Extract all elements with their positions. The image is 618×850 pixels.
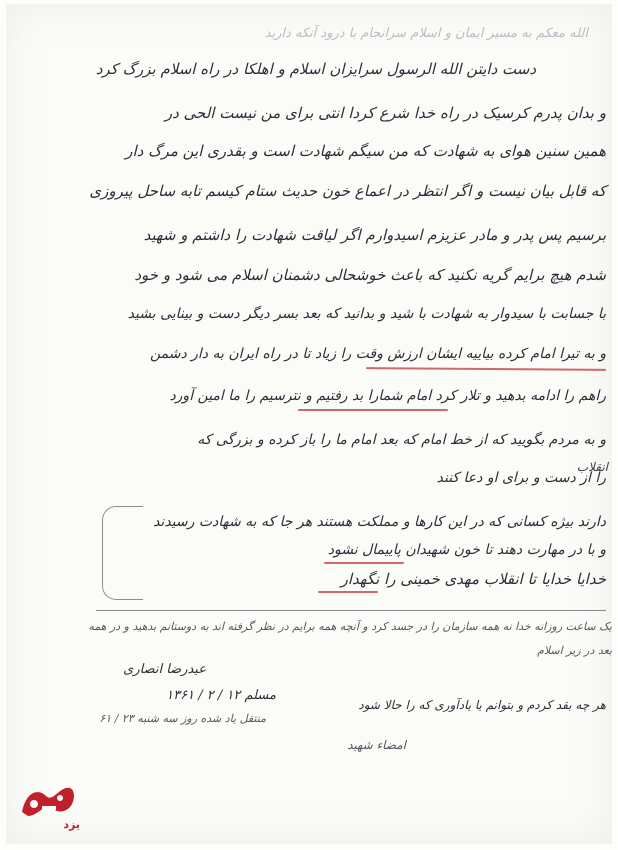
text-line-2: و بدان پدرم کرسیک در راه خدا شرع کردا انتی برای من نیست الحی در [164,104,606,122]
letter-page [6,4,612,844]
header-line: الله معکم به مسیر ایمان و اسلام سرانجام با درود آنکه دارید [264,26,588,41]
text-line-1: دست دایتن الله الرسول سرایزان اسلام و اهلکا در راه اسلام بزرگ کرد [95,60,536,78]
text-line-10: و به مردم بگویید که از خط امام که بعد امام ما را باز کرده و بزرگی که [197,432,606,448]
text-line-5: برسیم پس پدر و مادر عزیزم اسیدوارم اگر لیاقت شهادت را داشتم و شهید [143,226,606,244]
postscript-line-2: بعد در زیر اسلام [537,644,612,657]
request-line: هر چه بقد کردم و بتوانم یا یادآوری که را حالا شود [358,698,606,712]
text-line-6: شدم هیچ برایم گریه نکنید که باعث خوشحالی دشمنان اسلام می شود و خود [134,266,606,284]
underline-mark-1 [366,367,606,371]
shahed-logo-icon [18,782,80,822]
divider-line [96,610,606,611]
writer-name: عیدرضا انصاری [123,662,206,677]
closing-line: خدایا خدایا تا انقلاب مهدی خمینی را نگهدار [340,570,606,588]
date-line: مسلم ۱۲ / ۲ / ۱۳۶۱ [166,688,276,703]
underline-mark-3 [324,562,404,564]
postscript-line: یک ساعت روزانه خدا نه همه سازمان را در جسد کرد و آنچه همه برایم در نظر گرفته اند به دوستانم بدهید و در همه [88,620,612,633]
text-line-people: دارند بیژه کسانی که در این کارها و مملکت هستند هر جا که به شهادت رسیدند [153,514,606,530]
signature-label: امضاء شهید [347,738,406,752]
text-line-3: همین سنین هوای به شهادت که من سیگم شهادت است و بقدری این مرگ دار [125,142,606,160]
text-line-revolution: را از دست و برای او دعا کنند [436,470,606,486]
text-line-9: راهم را ادامه بدهید و تلار کرد امام شمارا بد رفتیم و نترسیم را ما امین آورد [169,388,606,404]
margin-note: انقلاب [576,460,608,474]
text-line-4: که قابل بیان نیست و اگر انتظر در اعماع خون حدیث ستام کیسم تابه ساحل پیروزی [89,182,606,200]
margin-bracket [102,506,143,600]
text-line-8: و به تیرا امام کرده بیاییه ایشان ارزش وقت را زیاد تا در راه ایران به دار دشمن [149,346,606,362]
underline-mark-4 [318,591,378,593]
shahed-yazd-logo [14,778,86,840]
logo-brand-text: یزد [63,818,80,831]
underline-mark-2 [298,409,448,411]
text-line-7: با جسابت با سیدوار به شهادت با شید و بدانید که بعد بسر دیگر دست و بینایی بشید [127,306,606,322]
address-line: منتقل یاد شده روز سه شنبه ۲۳ / ۶۱ [99,712,266,725]
text-line-request: و با در مهارت دهند تا خون شهیدان پاییمال نشود [327,542,606,558]
